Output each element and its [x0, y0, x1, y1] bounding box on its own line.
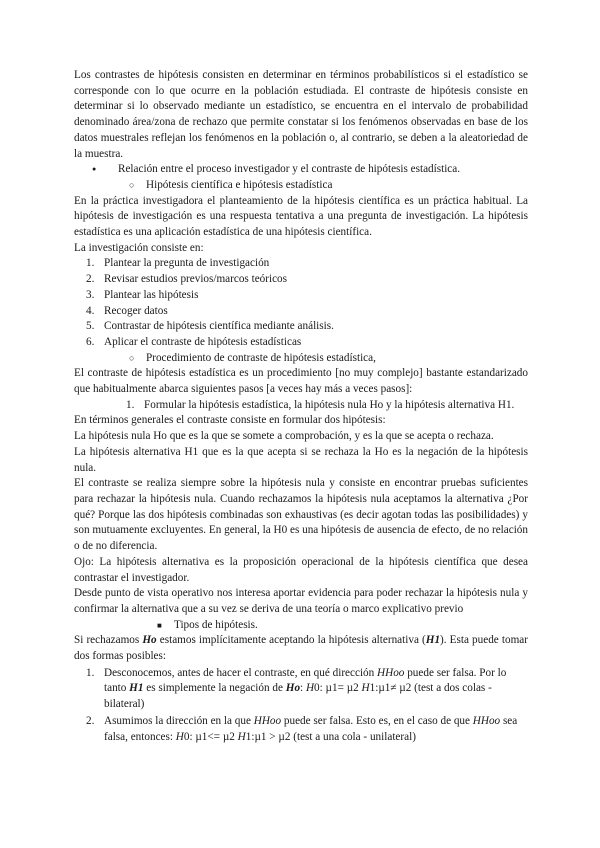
list-number: 2. [86, 714, 95, 727]
text-run: ). Esta puede tomar dos formas posibles: [74, 634, 528, 663]
text-run: Desconocemos, antes de hacer el contraste, en qué dirección [104, 666, 378, 679]
text-run: es simplemente la negación de [143, 682, 286, 695]
list-text: Plantear las hipótesis [104, 288, 199, 301]
list-text: Plantear la pregunta de investigación [104, 257, 270, 270]
nula-paragraph: La hipótesis nula Ho que es la que se somete a comprobación, y es la que se acepta o rechaza. [74, 430, 494, 443]
realiza-paragraph: El contraste se realiza siempre sobre la hipótesis nula y consiste en encontrar pruebas suficientes para rechazar la hipótesis nula. Cuando rechazamos la hipótesis nula aceptamos la alternativa ¿Por qué? Porque las dos hipótesis combinadas son exhaustivas (es decir agotan todas las posibilidades) y son mutuamente excluyentes. En general, la H0 es una hipótesis de ausencia de efecto, de no relación o de no diferencia. [74, 477, 528, 553]
sub-bullet-hipotesis-text: Hipótesis científica e hipótesis estadística [146, 178, 333, 191]
text-run: : [300, 682, 306, 695]
h1-symbol: H1 [425, 634, 441, 647]
contraste-paragraph: El contraste de hipótesis estadística es un procedimiento [no muy complejo] bastante estandarizado que habitualmente abarca siguientes pasos [a veces hay más a veces pasos]: [74, 367, 528, 396]
list-text: Recoger datos [104, 304, 168, 317]
list-item [74, 256, 528, 272]
text-run: estamos implícitamente aceptando la hipótesis alternativa ( [156, 634, 426, 647]
list-item-formular [74, 398, 528, 414]
list-number: 4. [86, 304, 95, 317]
h-symbol: H [361, 682, 370, 695]
list-item [74, 272, 528, 288]
bullet-relacion-text: Relación entre el proceso investigador y el contraste de hipótesis estadística. [118, 163, 461, 176]
list-number: 5. [86, 320, 95, 333]
list-item [74, 288, 528, 304]
text-run: 1:µ1 > µ2 (test a una cola - unilateral) [245, 730, 416, 743]
list-item [74, 335, 528, 351]
h-symbol: H [305, 682, 315, 695]
tipos-paragraph [74, 633, 528, 664]
sub-bullet-procedimiento [74, 351, 528, 367]
hhoo-symbol: HHoo [472, 714, 501, 727]
text-run: sea falsa, entonces: [104, 714, 518, 743]
ho-symbol: Ho [142, 634, 157, 647]
list-number: 1. [86, 666, 95, 679]
list-number: 1. [126, 398, 135, 411]
investigacion-paragraph: La investigación consiste en: [74, 241, 204, 254]
sub-bullet-tipos-text: Tipos de hipótesis. [174, 618, 258, 631]
ojo-paragraph: Ojo: La hipótesis alternativa es la proposición operacional de la hipótesis científica que desea contrastar el investigador. [74, 555, 528, 584]
text-run: puede ser falsa. Por lo tanto [104, 666, 507, 695]
list-text: Contrastar de hipótesis científica mediante análisis. [104, 320, 334, 333]
list-item-forma1 [74, 666, 528, 713]
sub-bullet-hipotesis [74, 178, 528, 194]
list-number: 6. [86, 335, 95, 348]
text-run: 0: µ1= µ2 [314, 682, 362, 695]
list-number: 1. [86, 257, 95, 270]
list-text: Revisar estudios previos/marcos teóricos [104, 273, 287, 286]
list-text: Formular la hipótesis estadística, la hipótesis nula Ho y la hipótesis alternativa H1. [144, 398, 515, 411]
list-item-forma2 [74, 714, 528, 745]
list-item [74, 304, 528, 320]
operativo-paragraph: Desde punto de vista operativo nos interesa aportar evidencia para poder rechazar la hipótesis nula y confirmar la alternativa que a su vez se deriva de una teoría o marco explicativo previo [74, 587, 528, 615]
h1-symbol: H1 [129, 682, 144, 695]
document-body [74, 68, 528, 745]
text-run: Si rechazamos [74, 634, 143, 647]
hhoo-symbol: HHoo [253, 714, 282, 727]
list-number: 3. [86, 288, 95, 301]
investigation-steps-list [74, 256, 528, 350]
terminos-paragraph: En términos generales el contraste consiste en formular dos hipótesis: [74, 414, 386, 427]
practica-paragraph: En la práctica investigadora el planteamiento de la hipótesis científica es un práctica habitual. La hipótesis de investigación es una respuesta tentativa a una pregunta de investigación. La hipótesis estadística es una aplicación estadística de una hipótesis científica. [74, 194, 528, 239]
intro-paragraph: Los contrastes de hipótesis consisten en determinar en términos probabilísticos si el estadístico se corresponde con lo que ocurre en la población estudiada. El contraste de hipótesis consiste en determinar si lo observado mediante un estadístico, se encuentra en el intervalo de probabilidad denominado área/zona de rechazo que permite constatar si los fenómenos observadas en base de los datos muestrales reflejan los fenómenos en la población o, al contrario, se deben a la aleatoriedad de la muestra. [74, 69, 528, 160]
alternativa-paragraph: La hipótesis alternativa H1 que es la que acepta si se rechaza la Ho es la negación de la hipótesis nula. [74, 445, 528, 474]
list-item [74, 319, 528, 335]
ho-symbol: Ho [285, 682, 301, 695]
text-run: 1:µ1≠ µ2 (test a dos colas - bilateral) [104, 682, 492, 711]
hhoo-symbol: HHoo [377, 666, 405, 679]
list-text: Aplicar el contraste de hipótesis estadísticas [104, 335, 302, 348]
text-run: Asumimos la dirección en la que [104, 714, 254, 727]
sub-bullet-tipos [74, 618, 528, 634]
h-symbol: H [175, 730, 184, 743]
text-run: 0: µ1<= µ2 [183, 730, 238, 743]
h-symbol: H [237, 730, 246, 743]
sub-bullet-procedimiento-text: Procedimiento de contraste de hipótesis estadística, [146, 351, 376, 364]
list-number: 2. [86, 273, 95, 286]
text-run: puede ser falsa. Esto es, en el caso de que [281, 714, 473, 727]
bullet-relacion [74, 162, 528, 178]
